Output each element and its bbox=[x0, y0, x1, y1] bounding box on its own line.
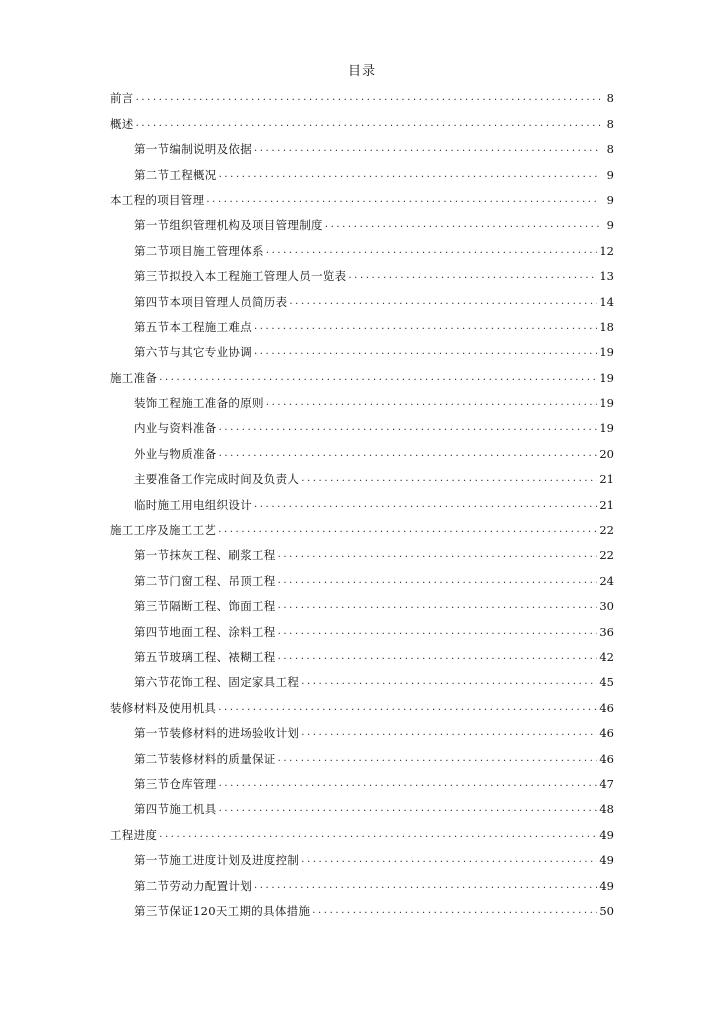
toc-entry-label: 概述 bbox=[110, 116, 134, 131]
dot-leader bbox=[219, 777, 598, 791]
toc-section-entry[interactable] bbox=[110, 867, 614, 892]
toc-entry-label: 第二节劳动力配置计划 bbox=[134, 878, 252, 893]
toc-entry-label: 第四节地面工程、涂料工程 bbox=[134, 624, 276, 639]
toc-entry-label: 装修材料及使用机具 bbox=[110, 700, 217, 715]
dot-leader bbox=[254, 345, 597, 359]
toc-page-number: 19 bbox=[599, 370, 614, 385]
toc-section-entry[interactable] bbox=[110, 715, 614, 740]
dot-leader bbox=[278, 548, 598, 562]
dot-leader bbox=[206, 193, 600, 207]
toc-page-number: 19 bbox=[599, 396, 614, 411]
toc-page-number: 47 bbox=[599, 776, 614, 791]
toc-page-number: 42 bbox=[599, 649, 614, 664]
toc-section-entry[interactable] bbox=[110, 791, 614, 816]
toc-page-number: 46 bbox=[599, 751, 614, 766]
toc-chapter-entry[interactable] bbox=[110, 182, 614, 207]
toc-section-entry[interactable] bbox=[110, 410, 614, 435]
toc-section-entry[interactable] bbox=[110, 766, 614, 791]
toc-section-entry[interactable] bbox=[110, 639, 614, 664]
toc-section-entry[interactable] bbox=[110, 385, 614, 410]
dot-leader bbox=[278, 574, 598, 588]
toc-section-entry[interactable] bbox=[110, 588, 614, 613]
dot-leader bbox=[219, 421, 598, 435]
toc-section-entry[interactable] bbox=[110, 664, 614, 689]
toc-page-number: 50 bbox=[599, 903, 614, 918]
toc-page-number: 18 bbox=[599, 319, 614, 334]
dot-leader bbox=[254, 320, 597, 334]
toc-entry-label: 第五节本工程施工难点 bbox=[134, 319, 252, 334]
toc-page-number: 49 bbox=[599, 878, 614, 893]
toc-entry-label: 第一节抹灰工程、刷浆工程 bbox=[134, 548, 276, 563]
toc-entry-label: 第一节编制说明及依据 bbox=[134, 142, 252, 157]
dot-leader bbox=[301, 472, 597, 486]
toc-section-entry[interactable] bbox=[110, 461, 614, 486]
dot-leader bbox=[278, 752, 598, 766]
toc-section-entry[interactable] bbox=[110, 562, 614, 587]
toc-section-entry[interactable] bbox=[110, 486, 614, 511]
toc-chapter-entry[interactable] bbox=[110, 80, 614, 105]
dot-leader bbox=[219, 447, 598, 461]
toc-page-number: 13 bbox=[599, 269, 614, 284]
toc-entry-label: 第三节拟投入本工程施工管理人员一览表 bbox=[134, 269, 347, 284]
toc-page-number: 19 bbox=[599, 421, 614, 436]
toc-chapter-entry[interactable] bbox=[110, 816, 614, 841]
toc-page-number: 21 bbox=[599, 497, 614, 512]
dot-leader bbox=[301, 853, 597, 867]
dot-leader bbox=[218, 701, 597, 715]
toc-section-entry[interactable] bbox=[110, 309, 614, 334]
toc-entry-label: 装饰工程施工准备的原则 bbox=[134, 396, 264, 411]
toc-page-number: 8 bbox=[606, 91, 614, 106]
toc-entry-label: 第五节玻璃工程、裱糊工程 bbox=[134, 649, 276, 664]
toc-entry-label: 工程进度 bbox=[110, 827, 158, 842]
toc-section-entry[interactable] bbox=[110, 283, 614, 308]
dot-leader bbox=[289, 295, 597, 309]
toc-section-entry[interactable] bbox=[110, 207, 614, 232]
dot-leader bbox=[266, 396, 598, 410]
dot-leader bbox=[219, 802, 598, 816]
toc-chapter-entry[interactable] bbox=[110, 512, 614, 537]
toc-section-entry[interactable] bbox=[110, 537, 614, 562]
toc-page-number: 8 bbox=[606, 116, 614, 131]
dot-leader bbox=[218, 523, 597, 537]
dot-leader bbox=[136, 91, 600, 105]
toc-page-number: 9 bbox=[606, 192, 614, 207]
dot-leader bbox=[159, 371, 597, 385]
dot-leader bbox=[254, 498, 597, 512]
toc-page-number: 46 bbox=[599, 700, 614, 715]
toc-section-entry[interactable] bbox=[110, 258, 614, 283]
toc-entry-label: 第二节门窗工程、吊顶工程 bbox=[134, 573, 276, 588]
dot-leader bbox=[254, 142, 600, 156]
toc-page-number: 36 bbox=[599, 624, 614, 639]
toc-entry-label: 第三节仓库管理 bbox=[134, 776, 217, 791]
toc-entry-label: 第二节装修材料的质量保证 bbox=[134, 751, 276, 766]
dot-leader bbox=[312, 904, 597, 918]
toc-entry-label: 第二节工程概况 bbox=[134, 167, 217, 182]
dot-leader bbox=[266, 244, 598, 258]
dot-leader bbox=[219, 168, 600, 182]
toc-chapter-entry[interactable] bbox=[110, 105, 614, 130]
toc-section-entry[interactable] bbox=[110, 334, 614, 359]
toc-entry-label: 第一节组织管理机构及项目管理制度 bbox=[134, 218, 323, 233]
toc-page-number: 49 bbox=[599, 827, 614, 842]
toc-entry-label: 第六节花饰工程、固定家具工程 bbox=[134, 675, 300, 690]
toc-entry-label: 第一节装修材料的进场验收计划 bbox=[134, 726, 300, 741]
toc-entry-label: 第二节项目施工管理体系 bbox=[134, 243, 264, 258]
toc-page-number: 12 bbox=[599, 243, 614, 258]
dot-leader bbox=[278, 650, 598, 664]
toc-page-number: 21 bbox=[599, 472, 614, 487]
toc-page-number: 48 bbox=[599, 802, 614, 817]
dot-leader bbox=[301, 726, 597, 740]
toc-page-number: 20 bbox=[599, 446, 614, 461]
toc-page-number: 9 bbox=[606, 167, 614, 182]
toc-entry-label: 施工工序及施工工艺 bbox=[110, 523, 217, 538]
toc-page-number: 19 bbox=[599, 345, 614, 360]
toc-page-number: 46 bbox=[599, 726, 614, 741]
toc-entry-label: 第四节本项目管理人员简历表 bbox=[134, 294, 288, 309]
toc-entry-label: 外业与物质准备 bbox=[134, 446, 217, 461]
dot-leader bbox=[348, 269, 597, 283]
dot-leader bbox=[278, 599, 598, 613]
toc-entry-label: 第六节与其它专业协调 bbox=[134, 345, 252, 360]
toc-entry-label: 施工准备 bbox=[110, 370, 158, 385]
dot-leader bbox=[325, 218, 600, 232]
toc-section-entry[interactable] bbox=[110, 131, 614, 156]
toc-entry-label: 第四节施工机具 bbox=[134, 802, 217, 817]
table-of-contents bbox=[110, 80, 614, 918]
toc-entry-label: 第三节隔断工程、饰面工程 bbox=[134, 599, 276, 614]
toc-entry-label: 主要准备工作完成时间及负责人 bbox=[134, 472, 300, 487]
toc-page-number: 45 bbox=[599, 675, 614, 690]
dot-leader bbox=[136, 117, 600, 131]
toc-page-number: 24 bbox=[599, 573, 614, 588]
dot-leader bbox=[159, 828, 597, 842]
toc-entry-label: 临时施工用电组织设计 bbox=[134, 497, 252, 512]
dot-leader bbox=[278, 625, 598, 639]
dot-leader bbox=[301, 675, 597, 689]
dot-leader bbox=[254, 879, 597, 893]
toc-page-number: 9 bbox=[606, 218, 614, 233]
toc-page-number: 14 bbox=[599, 294, 614, 309]
toc-page-number: 22 bbox=[599, 523, 614, 538]
toc-section-entry[interactable] bbox=[110, 435, 614, 460]
toc-section-entry[interactable] bbox=[110, 893, 614, 918]
toc-page-number: 49 bbox=[599, 853, 614, 868]
toc-page-number: 8 bbox=[606, 142, 614, 157]
toc-section-entry[interactable] bbox=[110, 232, 614, 257]
toc-entry-label: 第三节保证120天工期的具体措施 bbox=[134, 903, 311, 918]
toc-entry-label: 前言 bbox=[110, 91, 134, 106]
toc-title: 目录 bbox=[347, 64, 376, 79]
toc-entry-label: 内业与资料准备 bbox=[134, 421, 217, 436]
toc-entry-label: 第一节施工进度计划及进度控制 bbox=[134, 853, 300, 868]
toc-chapter-entry[interactable] bbox=[110, 359, 614, 384]
toc-page-number: 30 bbox=[599, 599, 614, 614]
toc-entry-label: 本工程的项目管理 bbox=[110, 192, 205, 207]
toc-section-entry[interactable] bbox=[110, 842, 614, 867]
toc-page-number: 22 bbox=[599, 548, 614, 563]
toc-chapter-entry[interactable] bbox=[110, 689, 614, 714]
toc-section-entry[interactable] bbox=[110, 156, 614, 181]
toc-section-entry[interactable] bbox=[110, 740, 614, 765]
toc-section-entry[interactable] bbox=[110, 613, 614, 638]
